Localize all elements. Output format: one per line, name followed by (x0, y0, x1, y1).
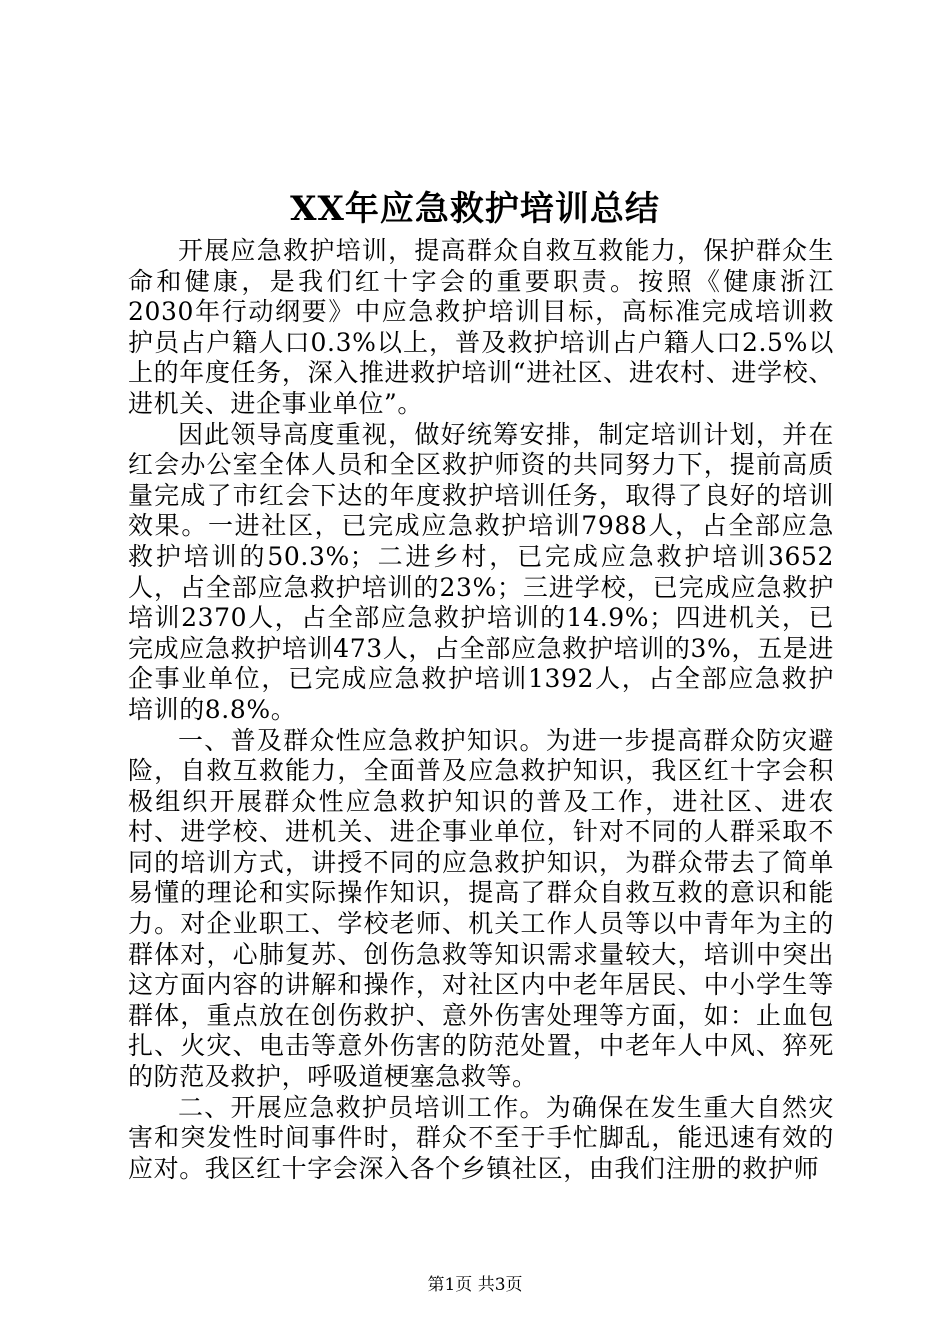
paragraph-section-two: 二、开展应急救护员培训工作。为确保在发生重大自然灾害和突发性时间事件时，群众不至于手忙脚乱，能迅速有效的应对。我区红十字会深入各个乡镇社区，由我们注册的救护师 (128, 1092, 834, 1183)
page-footer: 第1页 共3页 (427, 1275, 523, 1295)
paragraph-section-one: 一、普及群众性应急救护知识。为进一步提高群众防灾避险，自救互救能力，全面普及应急救护知识，我区红十字会积极组织开展群众性应急救护知识的普及工作，进社区、进农村、进学校、进机关、进企事业单位，针对不同的人群采取不同的培训方式，讲授不同的应急救护知识，为群众带去了简单易懂的理论和实际操作知识，提高了群众自救互救的意识和能力。对企业职工、学校老师、机关工作人员等以中青年为主的群体对，心肺复苏、创伤急救等知识需求量较大，培训中突出这方面内容的讲解和操作，对社区内中老年居民、中小学生等群体，重点放在创伤救护、意外伤害处理等方面，如：止血包扎、火灾、电击等意外伤害的防范处置，中老年人中风、猝死的防范及救护，呼吸道梗塞急救等。 (128, 725, 834, 1092)
document-title: XX年应急救护培训总结 (290, 189, 660, 229)
document-body (128, 236, 834, 1184)
paragraph-results: 因此领导高度重视，做好统筹安排，制定培训计划，并在红会办公室全体人员和全区救护师资的共同努力下，提前高质量完成了市红会下达的年度救护培训任务，取得了良好的培训效果。一进社区，已完成应急救护培训7988人，占全部应急救护培训的50.3%；二进乡村，已完成应急救护培训3652人，占全部应急救护培训的23%；三进学校，已完成应急救护培训2370人，占全部应急救护培训的14.9%；四进机关，已完成应急救护培训473人，占全部应急救护培训的3%，五是进企事业单位，已完成应急救护培训1392人，占全部应急救护培训的8.8%。 (128, 419, 834, 724)
paragraph-intro: 开展应急救护培训，提高群众自救互救能力，保护群众生命和健康，是我们红十字会的重要职责。按照《健康浙江2030年行动纲要》中应急救护培训目标，高标准完成培训救护员占户籍人口0.3%以上，普及救护培训占户籍人口2.5%以上的年度任务，深入推进救护培训“进社区、进农村、进学校、进机关、进企事业单位”。 (128, 236, 834, 418)
